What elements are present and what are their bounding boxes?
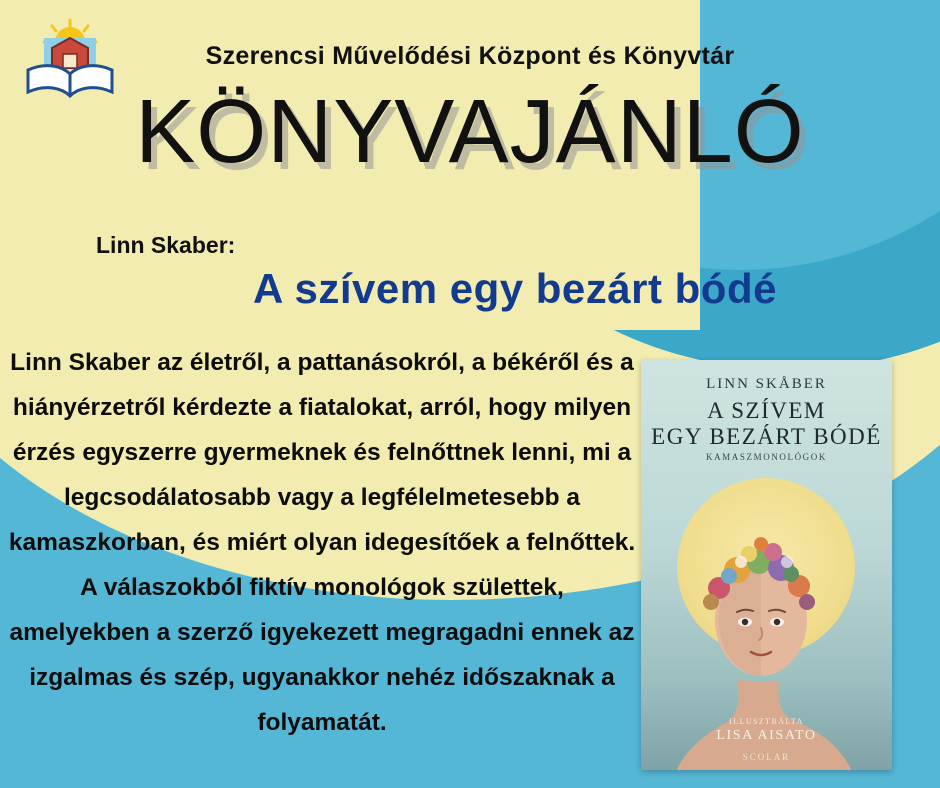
organization-name: Szerencsi Művelődési Központ és Könyvtár — [205, 42, 735, 70]
cover-title-line-1: A SZÍVEM — [707, 398, 826, 423]
cover-author: LINN SKÅBER — [706, 376, 827, 392]
cover-illustrator-label: ILLUSZTRÁLTA — [729, 717, 804, 726]
book-description: Linn Skaber az életről, a pattanásokról, a békéről és a hiányérzetről kérdezte a fiatalokat, arról, hogy milyen érzés egyszerre gyermeknek és felnőttnek lenni, mi a legcsodálatosabb vagy a legfélelmetesebb a kamaszkorban, és miért olyan idegesítőek a felnőttek. A válaszokból fiktív monológok születtek, amelyekben a szerző igyekezett megragadni ennek az izgalmas és szép, ugyanakkor nehéz időszaknak a folyamatát. — [8, 349, 636, 736]
book-cover-image — [641, 360, 892, 770]
cover-illustrator-name: LISA AISATO — [716, 728, 817, 743]
cover-title-line-2: EGY BEZÁRT BÓDÉ — [651, 424, 882, 449]
author-label: Linn Skaber: — [96, 232, 236, 258]
cover-subtitle: KAMASZMONOLÓGOK — [705, 452, 827, 462]
book-title: A szívem egy bezárt bódé — [253, 265, 777, 312]
cover-publisher: SCOLAR — [742, 752, 791, 762]
page-title: KÖNYVAJÁNLÓ — [135, 82, 805, 182]
cover-title — [641, 398, 892, 450]
